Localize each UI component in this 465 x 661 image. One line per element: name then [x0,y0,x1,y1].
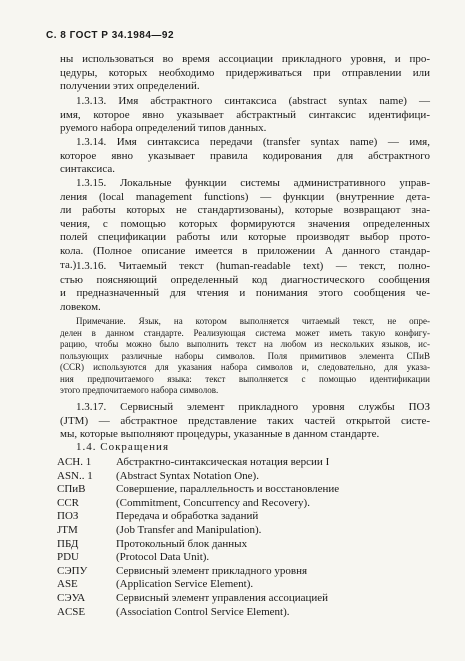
paragraph-1-3-16 [60,260,430,314]
abbreviation-definition: Сервисный элемент управления ассоциацией [116,591,329,604]
abbreviation-code: ACSE [57,605,86,618]
abbreviation-code: СЭПУ [57,564,88,577]
list-item [57,497,437,511]
list-item [57,538,437,552]
note-line: пользующих различные наборы символов. Поля примитивов элемента СПиВ [60,350,430,361]
abbreviation-definition: Совершение, параллельность и восстановление [116,483,340,496]
abbreviation-definition: (Application Service Element). [116,578,254,591]
text-line: ловеком. [60,300,101,313]
text-line: полей спецификации работы или которые производят выбор прото- [60,231,430,244]
text-line: 1.3.14. Имя синтаксиса передачи (transfer syntax name) — имя, [76,136,430,148]
abbreviation-definition: Абстрактно-синтаксическая нотация версии I [116,456,330,468]
text-line: 1.3.15. Локальные функции системы административного управ- [76,177,430,189]
abbreviation-code: ПОЗ [57,510,79,523]
paragraph-1-3-13 [60,95,430,136]
text-line: цедуры, которых необходимо придерживаться при отправлении или [60,66,430,79]
note-line: рацию, чтобы можно было выполнить текст на любом из нескольких языков, ис- [60,339,430,349]
abbreviation-code: ASN.. 1 [57,469,93,482]
note-line: ния предпочитаемого языка: текст выполняется с помощью идентификации [60,373,430,384]
section-heading-1-4: 1.4. Сокращения [76,441,169,453]
text-line: получении этих определений. [60,80,200,93]
abbreviation-definition: (Association Control Service Element). [116,605,290,618]
text-line: и предназначенный для чтения и понимания этого сообщения че- [60,287,430,300]
abbreviation-code: CCR [57,496,80,509]
list-item [57,470,437,484]
note-line: Примечание. Язык, на котором выполняется читаемый текст, не опре- [76,316,430,326]
text-line: ли работы которых не стандартизованы), которые возвращают зна- [60,204,430,217]
note-block [60,316,430,397]
abbreviation-code: СПиВ [57,483,86,496]
paragraph-1-3-14 [60,136,430,177]
text-line: стью поясняющий определенный код диагностического сообщения [60,273,430,286]
text-line: ления (local management functions) — функции (внутренние дета- [60,190,430,203]
abbreviation-definition: Передача и обработка заданий [116,510,259,523]
text-line: которое явно указывает правила кодирования для абстрактного [60,149,430,162]
list-item [57,551,437,565]
abbreviation-definition: Протокольный блок данных [116,537,248,550]
text-line: руемого набора определений типов данных. [60,122,267,135]
page-header: С. 8 ГОСТ Р 34.1984—92 [46,30,175,41]
paragraph-intro [60,53,430,94]
abbreviation-definition: (Protocol Data Unit). [116,551,210,564]
paragraph-1-3-15 [60,177,430,272]
abbreviation-definition: (Commitment, Concurrency and Recovery). [116,496,310,509]
list-item [57,565,437,579]
list-item [57,483,437,497]
text-line: мы, которые выполняют процедуры, указанные в данном стандарте. [60,428,380,441]
abbreviation-code: JTM [57,523,78,536]
text-line: кола. (Полное описание имеется в приложении А данного стандар- [60,244,430,257]
text-line: 1.3.17. Сервисный элемент прикладного уровня службы ПОЗ [76,401,430,413]
list-item [57,524,437,538]
list-item [57,606,437,620]
list-item [57,510,437,524]
paragraph-1-3-17 [60,401,430,442]
list-item [57,456,437,470]
text-line: 1.3.13. Имя абстрактного синтаксиса (abstract syntax name) — [76,95,430,107]
note-line: (CCR) используются для указания набора символов и, следовательно, для указа- [60,362,430,372]
abbreviation-definition: (Job Transfer and Manipulation). [116,523,262,536]
text-line: та.) [60,258,77,271]
abbreviation-definition: Сервисный элемент прикладного уровня [116,564,308,577]
abbreviation-code: PDU [57,551,80,564]
abbreviation-code: СЭУА [57,591,86,604]
list-item [57,592,437,606]
text-line: имя, которое явно указывает абстрактный синтаксис идентифици- [60,108,430,121]
abbreviation-list [57,456,437,619]
abbreviation-definition: (Abstract Syntax Notation One). [116,469,259,482]
text-line: чения, с помощью которых формируются значения определенных [60,217,430,230]
text-line: синтаксиса. [60,163,115,176]
list-item [57,578,437,592]
abbreviation-code: ACH. 1 [57,456,92,468]
note-line: делен в данном стандарте. Реализующая система может иметь такую конфигу- [60,327,430,338]
text-line: 1.3.16. Читаемый текст (human-readable text) — текст, полно- [76,260,430,272]
note-line: этого предпочитаемого набора символов. [60,385,219,395]
abbreviation-code: ПБД [57,537,79,550]
text-line: (JTM) — абстрактное представление таких частей открытой систе- [60,414,430,427]
abbreviation-code: ASE [57,578,78,591]
text-line: ны использоваться во время ассоциации прикладного уровня, и про- [60,53,430,65]
